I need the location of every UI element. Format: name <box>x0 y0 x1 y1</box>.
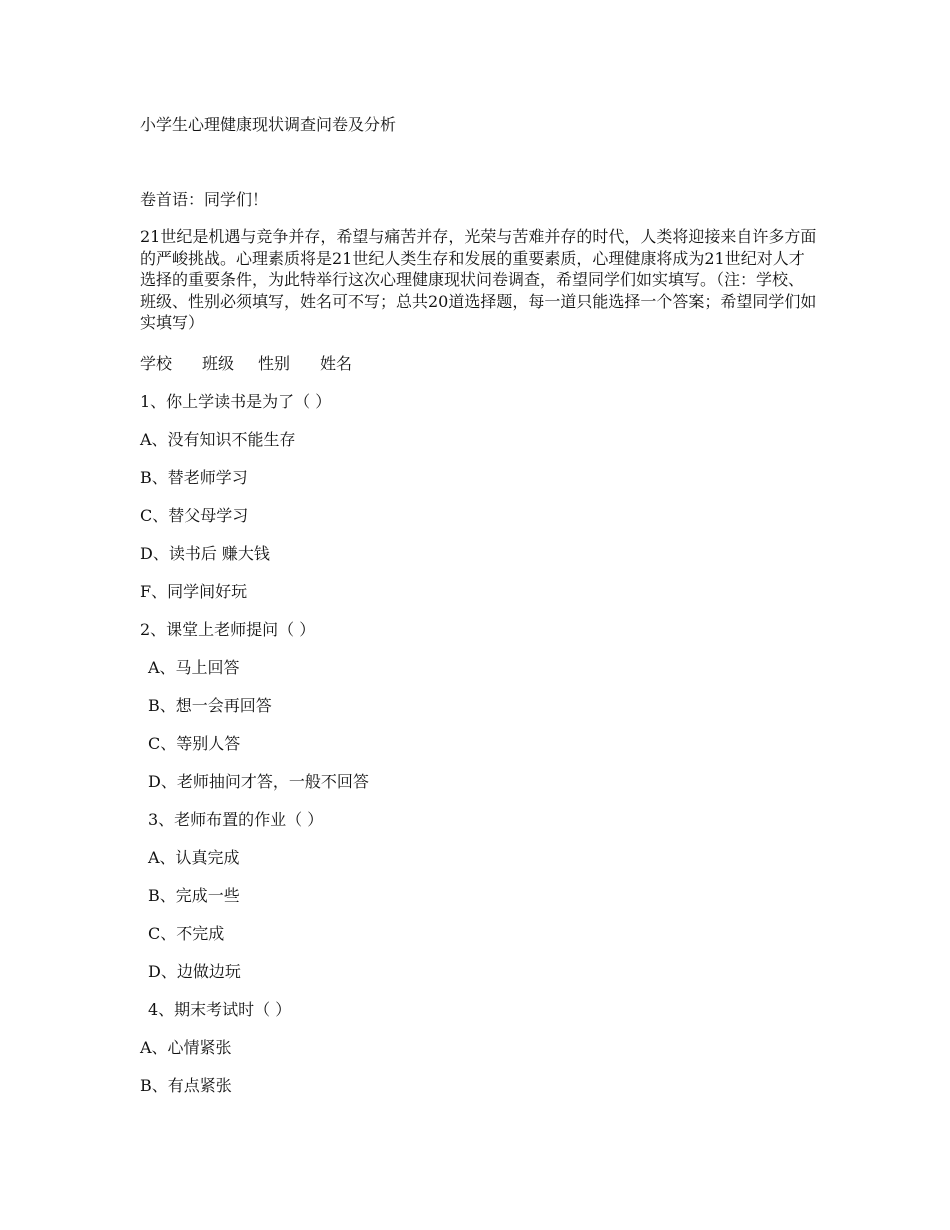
field-name: 姓名 <box>320 354 353 373</box>
question-3-option-a: A、认真完成 <box>148 848 240 867</box>
question-1-option-b: B、替老师学习 <box>140 468 248 487</box>
field-gender: 性别 <box>258 354 291 373</box>
question-1: 1、你上学读书是为了（ ） <box>140 392 332 411</box>
question-4: 4、期末考试时（ ） <box>148 1000 292 1019</box>
question-4-option-a: A、心情紧张 <box>140 1038 232 1057</box>
question-1-option-d: D、读书后 赚大钱 <box>140 544 270 563</box>
question-2-option-b: B、想一会再回答 <box>148 696 272 715</box>
greeting: 卷首语：同学们！ <box>140 190 269 209</box>
question-3-option-d: D、边做边玩 <box>148 962 241 981</box>
document-title: 小学生心理健康现状调查问卷及分析 <box>140 115 397 134</box>
intro-paragraph: 21世纪是机遇与竞争并存，希望与痛苦并存，光荣与苦难并存的时代，人类将迎接来自许多方面的严峻挑战。心理素质将是21世纪人类生存和发展的重要素质，心理健康将成为21世纪对人才选择的重要条件，为此特举行这次心理健康现状问卷调查，希望同学们如实填写。（注：学校、班级、性别必须填写，姓名可不写；总共20道选择题，每一道只能选择一个答案；希望同学们如实填写） <box>140 227 817 332</box>
info-fields <box>140 354 366 374</box>
question-2-option-c: C、等别人答 <box>148 734 241 753</box>
field-school: 学校 <box>140 354 173 373</box>
question-2-option-d: D、老师抽问才答，一般不回答 <box>148 772 369 791</box>
question-1-option-c: C、替父母学习 <box>140 506 249 525</box>
question-1-option-f: F、同学间好玩 <box>140 582 248 601</box>
question-3: 3、老师布置的作业（ ） <box>148 810 324 829</box>
question-3-option-b: B、完成一些 <box>148 886 240 905</box>
question-3-option-c: C、不完成 <box>148 924 225 943</box>
question-2-option-a: A、马上回答 <box>148 658 240 677</box>
question-4-option-b: B、有点紧张 <box>140 1076 232 1095</box>
question-2: 2、课堂上老师提问（ ） <box>140 620 316 639</box>
field-class: 班级 <box>202 354 235 373</box>
question-1-option-a: A、没有知识不能生存 <box>140 430 296 449</box>
